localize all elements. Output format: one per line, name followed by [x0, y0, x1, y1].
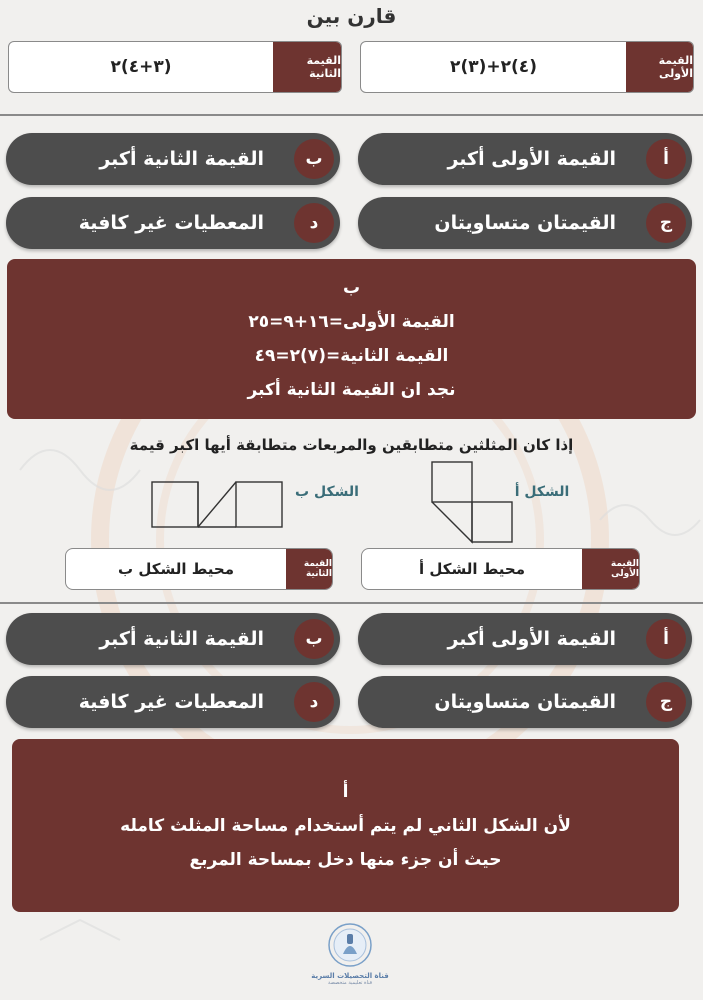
second-value-box [8, 41, 342, 93]
answer-line-3: نجد ان القيمة الثانية أكبر [247, 380, 456, 400]
option-letter: ج [646, 203, 686, 243]
option-label: القيمة الثانية أكبر [99, 628, 264, 650]
option-label: القيمة الأولى أكبر [447, 628, 616, 650]
first-value-box [360, 41, 694, 93]
option-label: القيمتان متساويتان [434, 212, 616, 234]
option-letter: ب [294, 139, 334, 179]
option-label: القيمة الثانية أكبر [99, 148, 264, 170]
option-letter: د [294, 682, 334, 722]
second-value-box-2 [65, 548, 333, 590]
logo-emblem-icon [323, 922, 377, 968]
answer-line-2: القيمة الثانية=(٧)٢=٤٩ [254, 346, 449, 366]
first-value-box-2 [361, 548, 640, 590]
q1-option-a[interactable] [358, 133, 692, 185]
first-value-tag: القيمة الأولى [626, 42, 693, 92]
option-letter: د [294, 203, 334, 243]
shape-b-figure [148, 478, 286, 530]
answer-letter: ب [342, 278, 361, 298]
answer-letter: أ [342, 781, 349, 802]
second-value-expression-text: (٣+٤)٢ [110, 57, 172, 77]
shape-a-figure [428, 460, 520, 544]
q2-option-c[interactable] [358, 676, 692, 728]
q2-option-a[interactable] [358, 613, 692, 665]
q1-option-d[interactable] [6, 197, 340, 249]
separator-line [0, 114, 703, 116]
second-value-tag: القيمة الثانية [273, 42, 341, 92]
second-value-tag-2: القيمة الثانية [286, 549, 332, 589]
answer-line-1: لأن الشكل الثاني لم يتم أستخدام مساحة المثلث كامله [120, 815, 571, 836]
page-title: قارن بين [306, 4, 397, 28]
first-value-expression-text: (٤)٢+(٣)٢ [450, 57, 537, 77]
answer-line-1: القيمة الأولى=١٦+٩=٢٥ [248, 312, 455, 332]
option-letter: أ [646, 619, 686, 659]
option-letter: ج [646, 682, 686, 722]
q1-option-b[interactable] [6, 133, 340, 185]
q1-answer-panel [7, 259, 696, 419]
shape-a-label: الشكل أ [514, 484, 570, 500]
q1-option-c[interactable] [358, 197, 692, 249]
question-text: إذا كان المثلثين متطابقين والمربعات متطابقة أيها اكبر قيمة [129, 436, 574, 454]
first-value-text-2: محيط الشكل أ [418, 560, 526, 578]
option-label: المعطيات غير كافية [78, 212, 264, 234]
option-label: القيمة الأولى أكبر [447, 148, 616, 170]
option-label: المعطيات غير كافية [78, 691, 264, 713]
first-value-tag-2: القيمة الأولى [582, 549, 639, 589]
option-letter: أ [646, 139, 686, 179]
logo-tagline: قناة تعليمية متخصصة [327, 980, 373, 986]
second-value-text-2: محيط الشكل ب [118, 560, 234, 578]
q2-answer-panel [12, 739, 679, 912]
shape-b-label: الشكل ب [295, 484, 359, 500]
option-label: القيمتان متساويتان [434, 691, 616, 713]
separator-line-2 [0, 602, 703, 604]
channel-logo [308, 922, 392, 1000]
answer-line-2: حيث أن جزء منها دخل بمساحة المربع [189, 849, 502, 870]
option-letter: ب [294, 619, 334, 659]
second-value-expression [9, 42, 273, 92]
q2-option-b[interactable] [6, 613, 340, 665]
logo-name: قناة التحصيلات السرية [311, 972, 389, 980]
first-value-expression [361, 42, 626, 92]
q2-option-d[interactable] [6, 676, 340, 728]
